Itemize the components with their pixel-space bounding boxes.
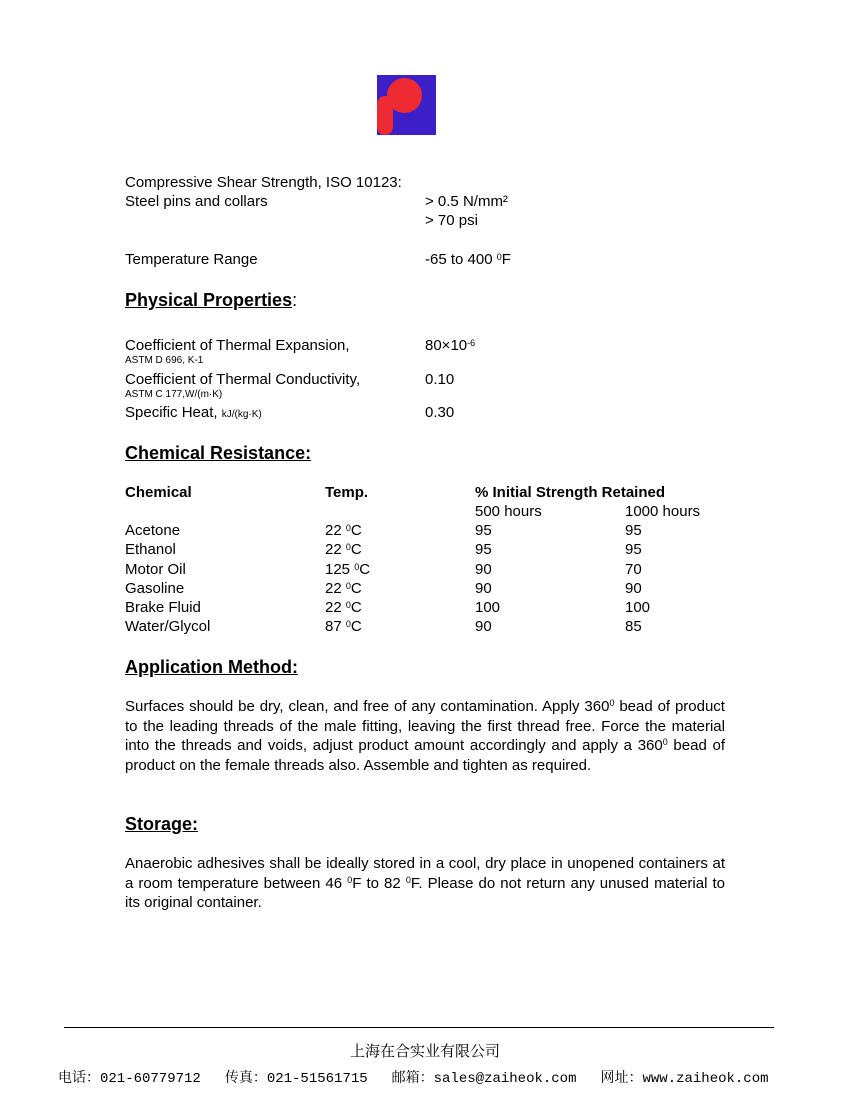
storage-text: Anaerobic adhesives shall be ideally stored in a cool, dry place in unopened containers at a room temperature between 46 $^0$F to 82 $^0$F. Please do not return any unused material to its original container.: [125, 855, 726, 911]
footer-company-name: 上海在合实业有限公司: [349, 1042, 500, 1060]
chemical-name: Gasoline: [125, 580, 185, 597]
col-header-chemical: Chemical: [125, 484, 192, 501]
chemical-1000h: 70: [625, 561, 642, 578]
footer-fax: 传真：021-51561715: [224, 1071, 368, 1087]
chemical-500h: 90: [475, 618, 492, 635]
chemical-500h: 95: [475, 522, 492, 539]
shear-value-imperial: > 70 psi: [425, 212, 478, 229]
chemical-temp: 22 $^0$C: [325, 541, 362, 558]
footer-divider: [64, 1027, 774, 1028]
chemical-name: Brake Fluid: [125, 599, 201, 616]
shear-row-label: Steel pins and collars: [125, 193, 268, 210]
chemical-temp: 125 $^0$C: [325, 561, 371, 578]
temperature-label: Temperature Range: [125, 251, 258, 268]
chemical-1000h: 85: [625, 618, 642, 635]
chemical-500h: 100: [475, 599, 501, 616]
chemical-resistance-heading: Chemical Resistance:: [125, 443, 312, 463]
col-header-1000h: 1000 hours: [625, 503, 701, 520]
specific-heat-label: Specific Heat, kJ/(kg·K): [125, 404, 262, 421]
chemical-1000h: 100: [625, 599, 651, 616]
chemical-500h: 95: [475, 541, 492, 558]
logo-dot-shape: [387, 78, 422, 113]
chemical-500h: 90: [475, 580, 492, 597]
chemical-name: Motor Oil: [125, 561, 186, 578]
ctc-standard: ASTM C 177,W/(m·K): [125, 389, 223, 400]
chemical-temp: 22 $^0$C: [325, 580, 362, 597]
application-method-text: Surfaces should be dry, clean, and free of any contamination. Apply $360^0$ bead of product to the leading threads of the male fitting, leaving the first thread free. Force the material into the threads and voids, adjust product amount accordingly and apply a $360^0$ bead of product on the female threads also. Assemble and tighten as required.: [125, 698, 725, 774]
chemical-name: Ethanol: [125, 541, 176, 558]
chemical-500h: 90: [475, 561, 492, 578]
col-header-500h: 500 hours: [475, 503, 542, 520]
footer-contact-line: [58, 1067, 769, 1087]
storage-heading: Storage:: [125, 814, 199, 834]
footer-website[interactable]: 网址：www.zaiheok.com: [600, 1071, 769, 1087]
specific-heat-value: 0.30: [425, 404, 455, 421]
ctc-value: 0.10: [425, 371, 455, 388]
chemical-temp: 22 $^0$C: [325, 599, 362, 616]
col-header-strength: % Initial Strength Retained: [475, 484, 666, 501]
col-header-temp: Temp.: [325, 484, 369, 501]
ctc-label: Coefficient of Thermal Conductivity,: [125, 371, 361, 388]
chemical-name: Water/Glycol: [125, 618, 211, 635]
footer-email[interactable]: 邮箱：sales@zaiheok.com: [391, 1071, 577, 1087]
temperature-value: -65 to 400 $^0$F: [425, 251, 511, 268]
chemical-1000h: 90: [625, 580, 642, 597]
cte-label: Coefficient of Thermal Expansion,: [125, 337, 350, 354]
chemical-name: Acetone: [125, 522, 181, 539]
application-method-heading: Application Method:: [125, 657, 298, 677]
footer-phone: 电话：021-60779712: [58, 1071, 201, 1087]
shear-value-metric: > 0.5 N/mm²: [425, 193, 508, 210]
physical-properties-heading: Physical Properties:: [125, 290, 298, 310]
chemical-1000h: 95: [625, 541, 642, 558]
chemical-temp: 87 $^0$C: [325, 618, 362, 635]
chemical-temp: 22 $^0$C: [325, 522, 362, 539]
company-logo: [377, 75, 436, 135]
chemical-1000h: 95: [625, 522, 642, 539]
cte-standard: ASTM D 696, K-1: [125, 355, 204, 366]
cte-value: $80\times 10^{-6}$: [425, 337, 476, 354]
shear-title: Compressive Shear Strength, ISO 10123:: [125, 174, 402, 191]
